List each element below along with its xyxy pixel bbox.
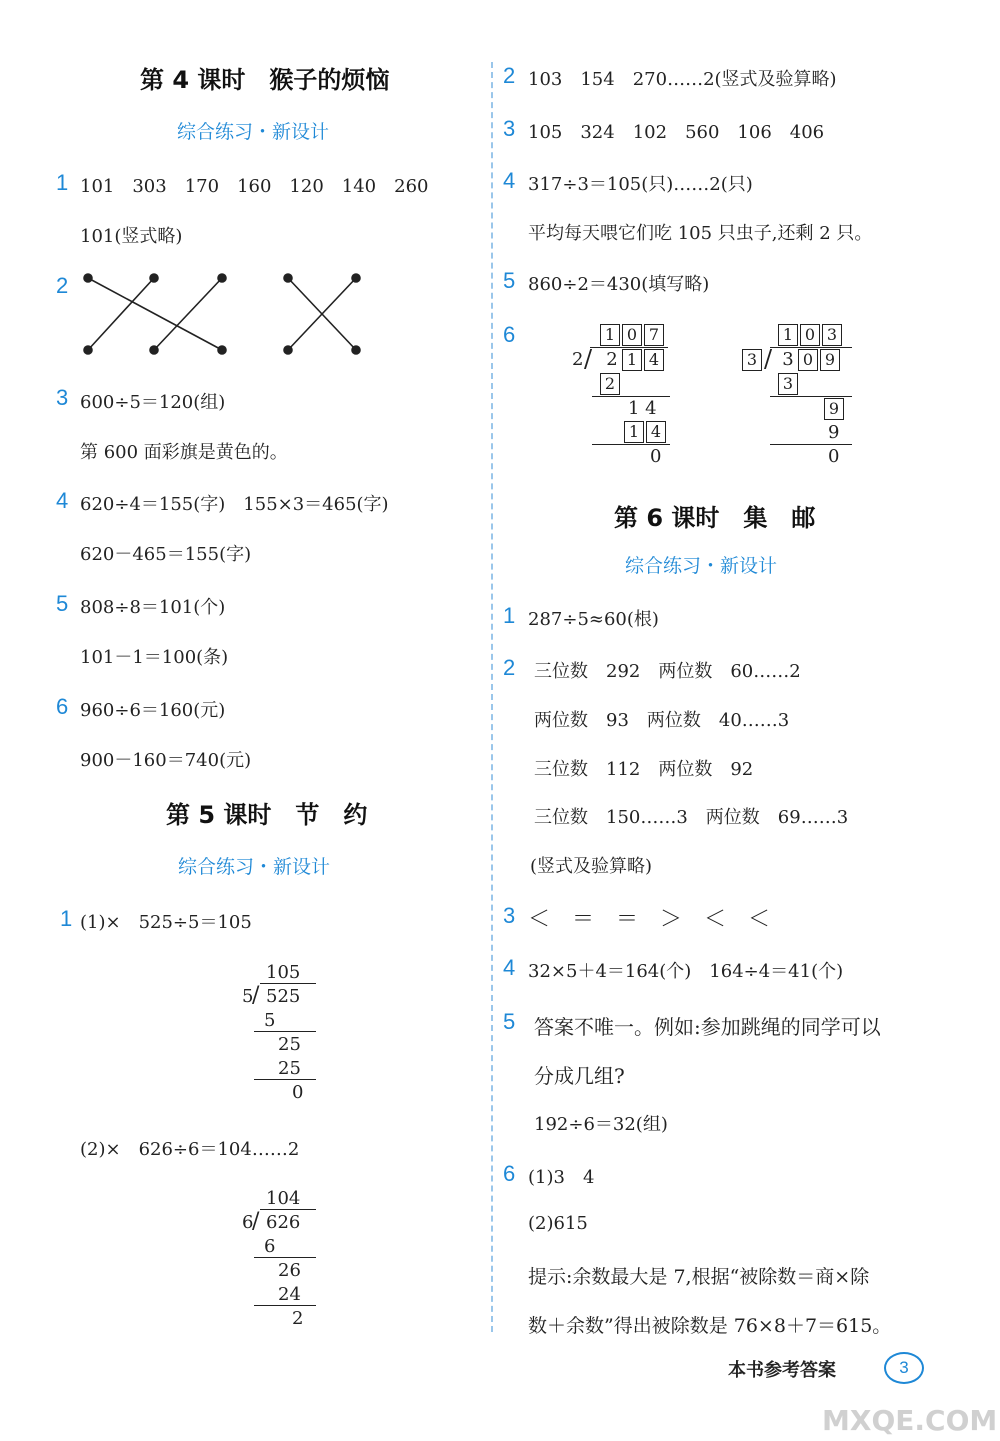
ld2-sub1: 6 [264, 1236, 276, 1257]
dot [284, 274, 292, 282]
l6q2-line5: (竖式及验算略) [530, 856, 653, 877]
footer-label: 本书参考答案 [728, 1360, 836, 1381]
r-q2-line1: 103 154 270……2(竖式及验算略) [528, 69, 837, 90]
match-line [154, 278, 222, 350]
q5-line2: 101－1＝100(条) [80, 647, 229, 668]
r-q4-line1: 317÷3＝105(只)……2(只) [528, 174, 753, 195]
matching-lines-diagram [80, 270, 370, 360]
lesson5-title: 第 5 课时 节 约 [166, 801, 368, 829]
ld1-rem1: 25 [278, 1034, 301, 1055]
l6q5-line1: 答案不唯一。例如:参加跳绳的同学可以 [534, 1015, 881, 1039]
column-divider [491, 62, 493, 1332]
boxdiv-a-quotient [600, 324, 666, 346]
dot [84, 274, 92, 282]
q1-number: 1 [56, 170, 69, 195]
dot [150, 274, 158, 282]
ld2-sub2: 24 [278, 1284, 301, 1305]
lesson5-subtitle: 综合练习・新设计 [178, 856, 331, 878]
q1-line2: 101(竖式略) [80, 226, 183, 247]
boxdiv-b-quotient [778, 324, 844, 346]
dividend-digit: 2 [606, 349, 618, 370]
boxdiv-a-rem1: 1 4 [628, 398, 657, 419]
dot [84, 346, 92, 354]
answer-box: 9 [824, 398, 844, 420]
dot [352, 346, 360, 354]
l6q4-number: 4 [503, 955, 516, 980]
r-q5-line1: 860÷2＝430(填写略) [528, 274, 710, 295]
answer-box: 1 [622, 349, 642, 371]
boxdiv-a-rem2: 0 [650, 446, 662, 467]
l6q1-line1: 287÷5≈60(根) [528, 609, 659, 630]
l6q6-line3: 提示:余数最大是 7,根据“被除数＝商×除 [528, 1266, 870, 1288]
r-q3-line1: 105 324 102 560 106 406 [528, 122, 825, 143]
ld1-line1 [254, 1031, 316, 1032]
ld2-divisor: 6 [242, 1212, 254, 1233]
l6q5-line2: 分成几组? [534, 1064, 625, 1088]
boxdiv-a-bar [590, 347, 668, 348]
q4-number: 4 [56, 488, 69, 513]
lesson4-title: 第 4 课时 猴子的烦恼 [140, 66, 390, 94]
l6q6-line1: (1)3 4 [528, 1167, 595, 1188]
boxdiv-b-divisor [742, 349, 764, 371]
boxdiv-a-dividend [602, 349, 666, 371]
l6q3-line1: ＜ ＝ ＝ ＞ ＜ ＜ [528, 907, 771, 932]
q5-number: 5 [56, 591, 69, 616]
ld1-divisor: 5 [242, 986, 254, 1007]
answer-box: 0 [800, 324, 820, 346]
dot [284, 346, 292, 354]
l6q6-number: 6 [503, 1161, 516, 1186]
ld1-bracket: / [252, 983, 260, 1008]
l5q1-part1: (1)× 525÷5＝105 [80, 912, 252, 933]
boxdiv-b-bracket: / [764, 345, 773, 373]
boxdiv-b-dividend [778, 349, 842, 371]
boxdiv-a-divisor: 2 [572, 349, 584, 370]
l6q2-line4: 三位数 150……3 两位数 69……3 [534, 807, 849, 828]
l6q6-line4: 数＋余数”得出被除数是 76×8＋7＝615。 [528, 1315, 892, 1337]
answer-box: 3 [778, 373, 798, 395]
ld2-line2 [254, 1305, 316, 1306]
boxdiv-a-sub1 [600, 373, 622, 395]
answer-box: 1 [624, 421, 644, 443]
q3-line1: 600÷5＝120(组) [80, 392, 226, 413]
q3-number: 3 [56, 385, 69, 410]
answer-box: 9 [820, 349, 840, 371]
l6q2-line3: 三位数 112 两位数 92 [534, 759, 754, 780]
q6-line1: 960÷6＝160(元) [80, 700, 226, 721]
answer-box: 0 [798, 349, 818, 371]
ld1-sub2: 25 [278, 1058, 301, 1079]
ld1-line2 [254, 1079, 316, 1080]
page-number: 3 [884, 1352, 924, 1384]
ld2-quotient: 104 [266, 1188, 301, 1209]
boxdiv-a-sub2 [624, 421, 668, 443]
q2-number: 2 [56, 273, 69, 298]
l6q2-number: 2 [503, 655, 516, 680]
r-q6-number: 6 [503, 322, 516, 347]
ld2-bar [260, 1209, 316, 1210]
l5q1-part2: (2)× 626÷6＝104……2 [80, 1139, 300, 1160]
boxdiv-a-line2 [592, 444, 670, 445]
answer-box: 4 [644, 349, 664, 371]
r-q4-number: 4 [503, 168, 516, 193]
match-line [88, 278, 222, 350]
answer-box: 3 [742, 349, 762, 371]
boxdiv-b-rem1: 9 [828, 422, 840, 443]
boxdiv-b-bar [770, 347, 852, 348]
answer-box: 0 [622, 324, 642, 346]
q4-line1: 620÷4＝155(字) 155×3＝465(字) [80, 494, 389, 515]
answer-box: 1 [600, 324, 620, 346]
ld2-dividend: 626 [266, 1212, 301, 1233]
l6q2-line2: 两位数 93 两位数 40……3 [534, 710, 790, 731]
l6q1-number: 1 [503, 603, 516, 628]
q3-line2: 第 600 面彩旗是黄色的。 [80, 442, 288, 463]
boxdiv-a-line1 [592, 396, 670, 397]
boxdiv-b-line2 [770, 444, 852, 445]
answer-box: 2 [600, 373, 620, 395]
ld1-quotient: 105 [266, 962, 301, 983]
answer-box: 1 [778, 324, 798, 346]
r-q4-line2: 平均每天喂它们吃 105 只虫子,还剩 2 只。 [528, 223, 873, 244]
dot [150, 346, 158, 354]
r-q2-number: 2 [503, 63, 516, 88]
boxdiv-b-line1 [770, 396, 852, 397]
ld2-line1 [254, 1257, 316, 1258]
q6-number: 6 [56, 694, 69, 719]
ld1-bar [260, 983, 316, 984]
boxdiv-b-rem2: 0 [828, 446, 840, 467]
l6q5-number: 5 [503, 1009, 516, 1034]
l6q3-number: 3 [503, 903, 516, 928]
answer-box: 3 [822, 324, 842, 346]
ld1-dividend: 525 [266, 986, 301, 1007]
ld2-bracket: / [252, 1209, 260, 1234]
l5q1-number: 1 [60, 906, 73, 931]
ld1-sub1: 5 [264, 1010, 276, 1031]
q5-line1: 808÷8＝101(个) [80, 597, 226, 618]
l6q2-line1: 三位数 292 两位数 60……2 [534, 661, 801, 682]
boxdiv-b-sub1 [778, 373, 800, 395]
match-line [88, 278, 154, 350]
lesson6-subtitle: 综合练习・新设计 [625, 555, 778, 577]
q6-line2: 900－160＝740(元) [80, 750, 252, 771]
r-q3-number: 3 [503, 116, 516, 141]
boxdiv-a-bracket: / [584, 345, 593, 373]
answer-box: 7 [644, 324, 664, 346]
l6q4-line1: 32×5＋4＝164(个) 164÷4＝41(个) [528, 961, 844, 982]
ld2-rem1: 26 [278, 1260, 301, 1281]
q4-line2: 620－465＝155(字) [80, 544, 252, 565]
ld1-rem2: 0 [292, 1082, 304, 1103]
lesson4-subtitle: 综合练习・新设计 [177, 121, 330, 143]
q1-line1: 101 303 170 160 120 140 260 [80, 176, 429, 197]
r-q5-number: 5 [503, 268, 516, 293]
dot [218, 274, 226, 282]
lesson6-title: 第 6 课时 集 邮 [614, 504, 816, 532]
answer-box: 4 [646, 421, 666, 443]
boxdiv-b-sub2 [824, 398, 846, 420]
dot [218, 346, 226, 354]
ld2-rem2: 2 [292, 1308, 304, 1329]
watermark: MXQE.COM [822, 1404, 998, 1437]
dividend-digit: 3 [782, 349, 794, 370]
dot [352, 274, 360, 282]
l6q6-line2: (2)615 [528, 1213, 588, 1234]
l6q5-line3: 192÷6＝32(组) [534, 1114, 668, 1135]
